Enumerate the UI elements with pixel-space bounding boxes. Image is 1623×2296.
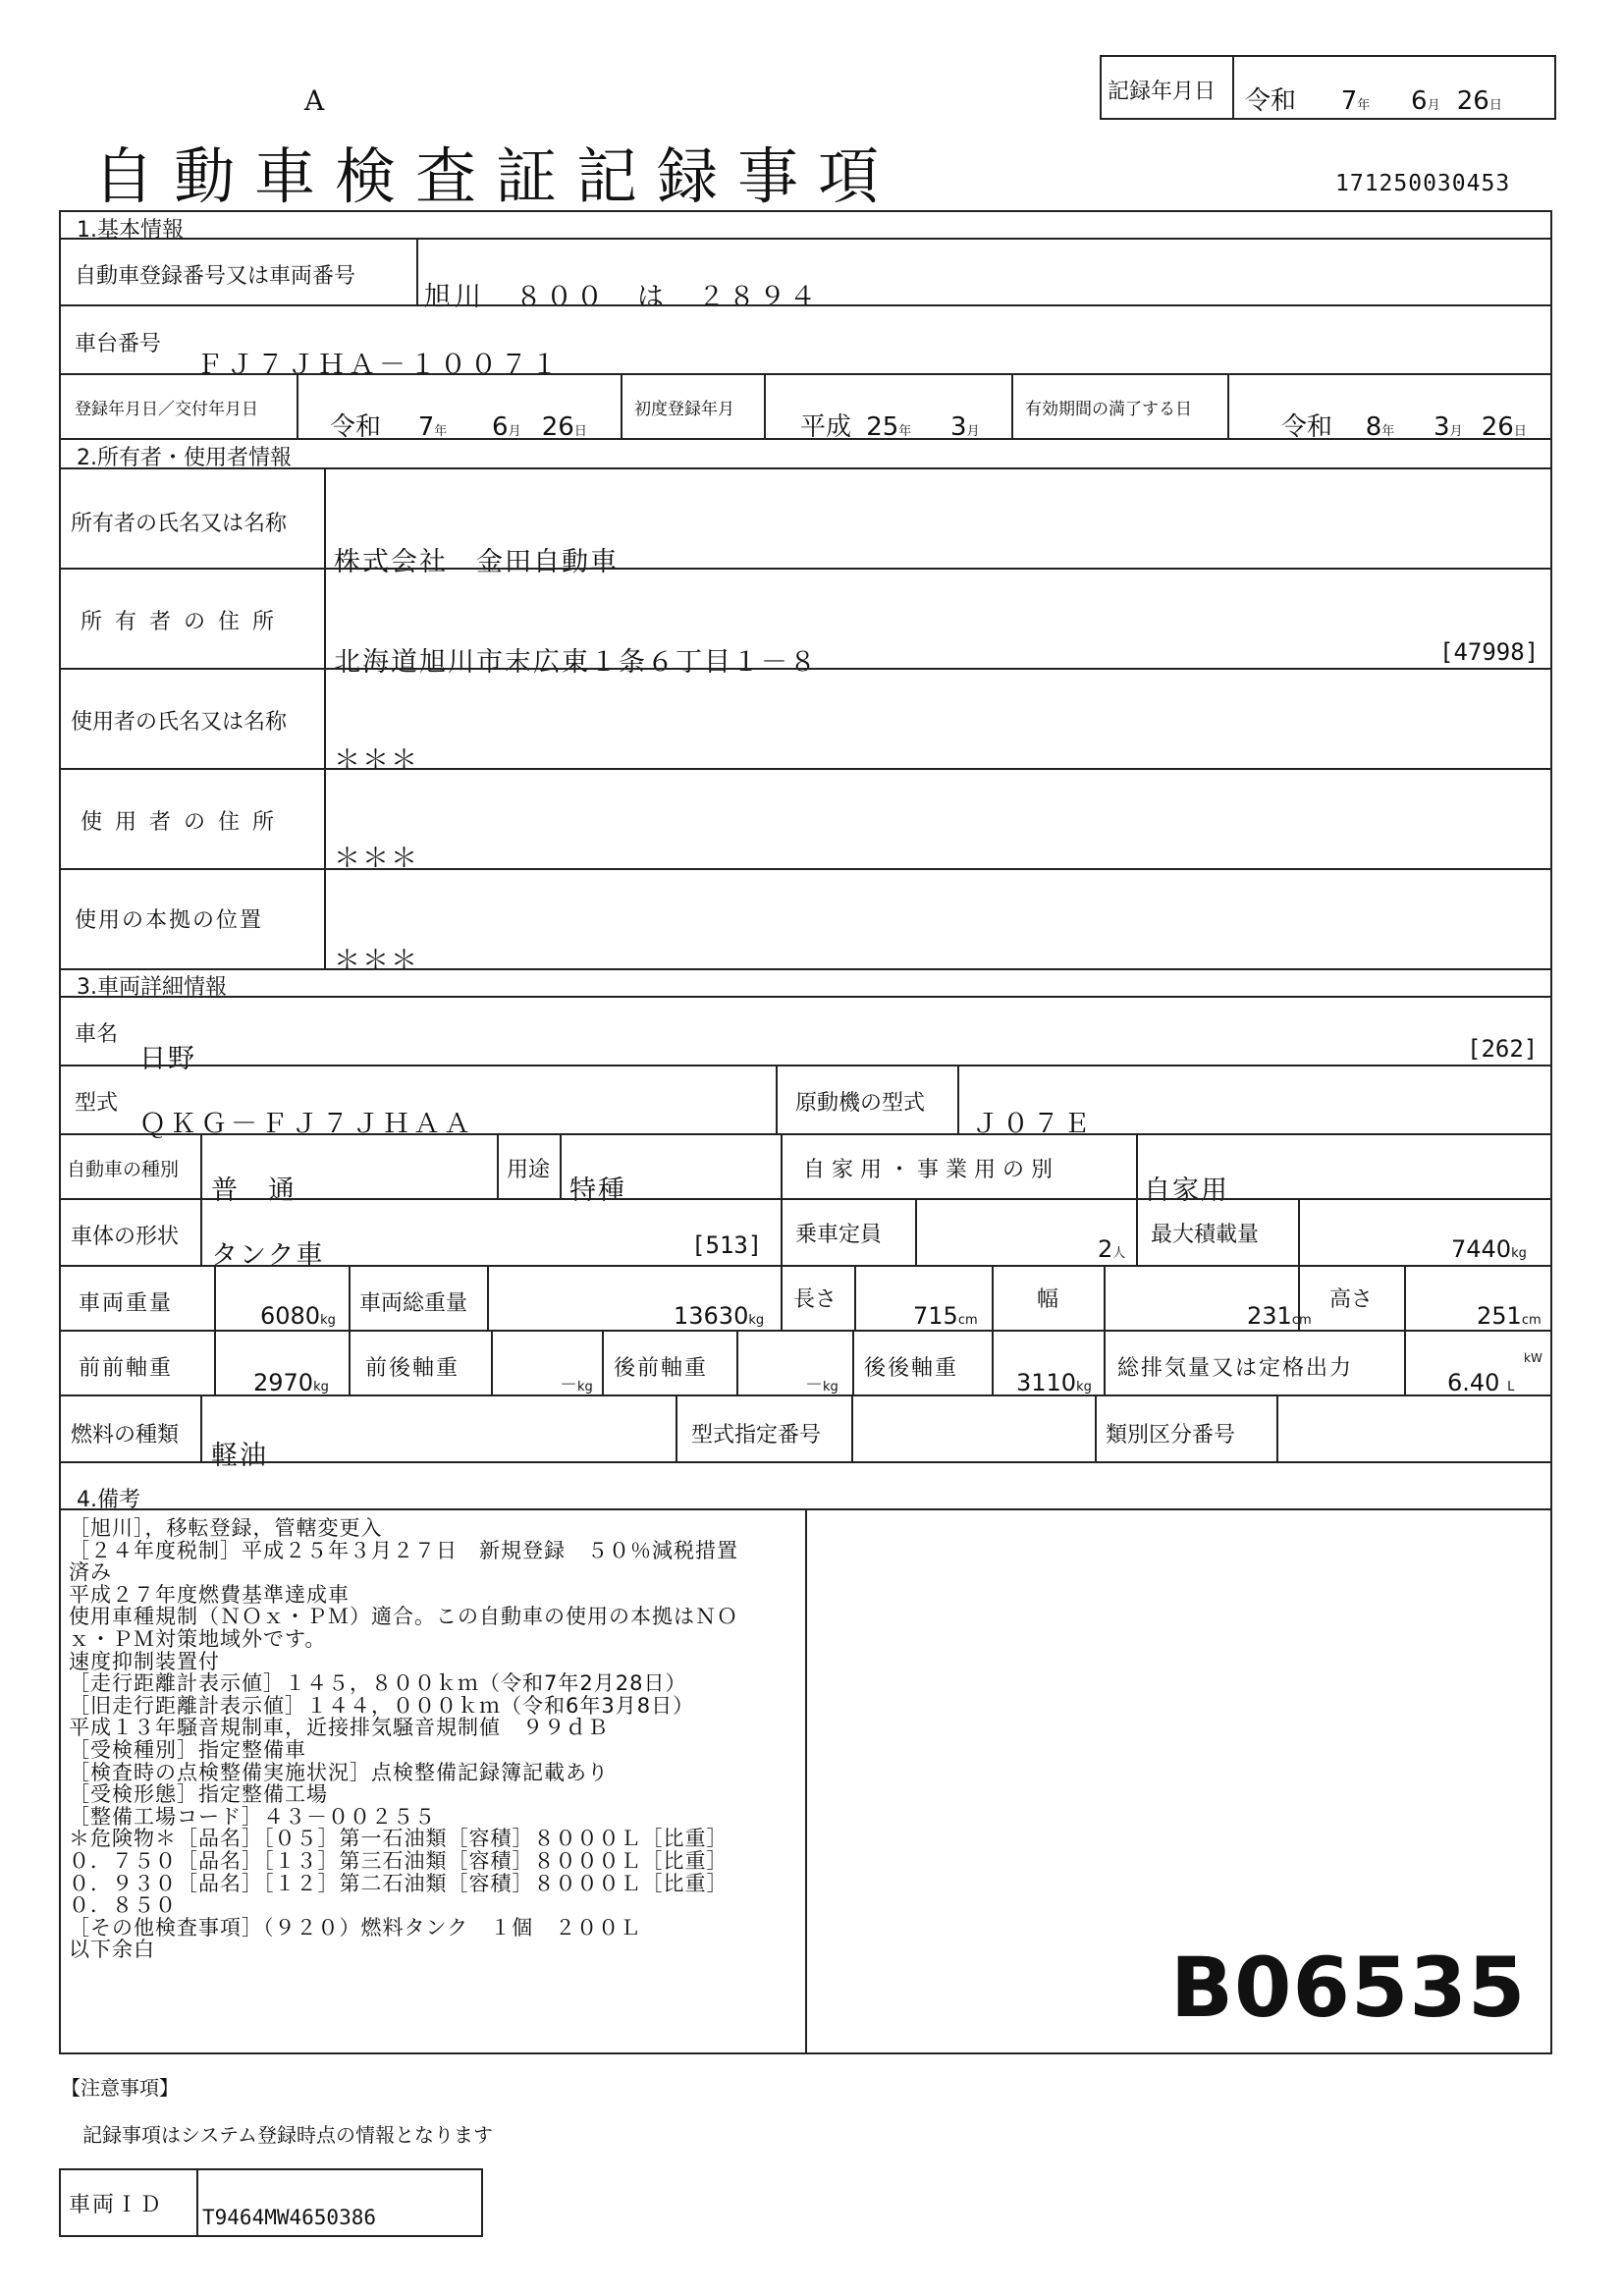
height-label: 高さ: [1329, 1287, 1374, 1312]
remarks-line: ［受検形態］指定整備工場: [69, 1782, 328, 1807]
remarks-line: 済み: [69, 1560, 112, 1585]
width-value: 231cm: [1247, 1302, 1312, 1330]
remarks-line: ０．８５０: [69, 1893, 177, 1918]
vehicle-id-value: T9464MW4650386: [202, 2206, 377, 2229]
remarks-line: ［その他検査事項］（９２０）燃料タンク １個 ２００Ｌ: [69, 1915, 642, 1940]
type-value: 普 通: [211, 1175, 297, 1206]
owner-addr-value: 北海道旭川市末広東１条６丁目１－８: [334, 647, 818, 678]
purpose-value: 自家用: [1144, 1175, 1229, 1206]
section-basic-title: 1.基本情報: [77, 218, 184, 243]
body-value: タンク車: [211, 1240, 325, 1271]
owner-name-label: 所有者の氏名又は名称: [71, 512, 288, 536]
ff-axle-value: 2970kg: [253, 1369, 329, 1396]
fuel-value: 軽油: [211, 1441, 268, 1471]
remarks-line: ［２４年度税制］平成２５年３月２７日 新規登録 ５０％減税措置: [69, 1538, 738, 1562]
doc-number: 171250030453: [1335, 171, 1511, 196]
remarks-line: ｘ・ＰＭ対策地域外です。: [69, 1626, 327, 1651]
first-reg-value: 平成 25年 3月: [800, 412, 980, 442]
car-name-code: [262]: [1467, 1035, 1539, 1063]
width-label: 幅: [1037, 1287, 1059, 1312]
remarks-line: ［整備工場コード］４３－００２５５: [69, 1804, 436, 1829]
remarks-line: 平成１３年騒音規制車，近接排気騒音規制値 ９９ｄＢ: [69, 1716, 609, 1740]
owner-addr-label: 所 有 者 の 住 所: [81, 610, 277, 634]
car-name-label: 車名: [75, 1022, 119, 1047]
body-code: [513]: [691, 1231, 763, 1259]
rf-axle-label: 後前軸重: [614, 1356, 709, 1381]
remarks-line: ［受検種別］指定整備車: [69, 1737, 306, 1762]
remarks-line: 以下余白: [69, 1938, 155, 1962]
reg-no-value: 旭川 ８００ は ２８９４: [424, 282, 820, 312]
weight-label: 車両重量: [79, 1291, 174, 1316]
page-title: 自動車検査証記録事項: [93, 140, 899, 212]
fr-axle-value: －kg: [560, 1375, 593, 1395]
model-value: ＱＫＧ－ＦＪ７ＪＨＡＡ: [139, 1109, 474, 1139]
height-value: 251cm: [1477, 1302, 1542, 1330]
kw-unit: kW: [1524, 1351, 1542, 1365]
vehicle-id-label: 車両ＩＤ: [69, 2193, 164, 2217]
remarks-line: 使用車種規制（ＮＯｘ・ＰＭ）適合。この自動車の使用の本拠はＮＯ: [69, 1605, 738, 1629]
notes-text: 記録事項はシステム登録時点の情報となります: [82, 2123, 493, 2147]
max-load-value: 7440kg: [1451, 1235, 1527, 1263]
section-vehicle-title: 3.車両詳細情報: [77, 975, 227, 1000]
remarks-line: ［旧走行距離計表示値］１４４，０００ｋｍ（令和6年3月8日）: [69, 1693, 695, 1718]
engine-value: Ｊ０７Ｅ: [972, 1109, 1094, 1139]
user-name-label: 使用者の氏名又は名称: [71, 710, 288, 735]
length-label: 長さ: [793, 1287, 838, 1312]
use-label: 用途: [507, 1158, 551, 1182]
remarks-line: ０．７５０［品名］［１３］第三石油類［容積］８０００Ｌ［比重］: [69, 1848, 729, 1873]
type-approval-label: 型式指定番号: [691, 1423, 822, 1448]
category-label: 類別区分番号: [1106, 1423, 1236, 1448]
gross-value: 13630kg: [674, 1302, 765, 1330]
reg-no-label: 自動車登録番号又は車両番号: [75, 264, 356, 289]
reg-date-label: 登録年月日／交付年月日: [75, 400, 258, 419]
gross-label: 車両総重量: [359, 1291, 468, 1316]
user-addr-label: 使 用 者 の 住 所: [81, 810, 277, 835]
remarks-line: ［旭川］，移転登録，管轄変更入: [69, 1516, 383, 1540]
section-remarks-title: 4.備考: [77, 1488, 140, 1512]
user-addr-value: ＊＊＊: [334, 844, 419, 874]
fr-axle-label: 前後軸重: [365, 1356, 460, 1381]
engine-label: 原動機の型式: [795, 1091, 926, 1116]
reg-date-value: 令和 7年 6月 26日: [330, 412, 587, 442]
expiry-value: 令和 8年 3月 26日: [1281, 412, 1527, 442]
base-value: ＊＊＊: [334, 946, 419, 976]
remarks-text: [69, 1517, 800, 1961]
user-name-value: ＊＊＊: [334, 745, 419, 776]
chassis-label: 車台番号: [75, 332, 162, 356]
displacement-label: 総排気量又は定格出力: [1117, 1356, 1354, 1381]
remarks-line: ［検査時の点検整備実施状況］点検整備記録簿記載あり: [69, 1760, 609, 1784]
capacity-label: 乗車定員: [795, 1223, 883, 1247]
remarks-line: 速度抑制装置付: [69, 1649, 220, 1673]
owner-addr-code: [47998]: [1439, 638, 1540, 666]
model-label: 型式: [75, 1091, 119, 1116]
remarks-line: ０．９３０［品名］［１２］第二石油類［容積］８０００Ｌ［比重］: [69, 1871, 729, 1895]
first-reg-label: 初度登録年月: [634, 400, 734, 419]
displacement-value: 6.40 L: [1447, 1369, 1515, 1396]
record-date-value: 令和 7年 6月 26日: [1245, 86, 1502, 116]
notes-label: 【注意事項】: [61, 2076, 179, 2100]
base-label: 使用の本拠の位置: [75, 908, 264, 933]
capacity-value: 2人: [1098, 1235, 1126, 1263]
remarks-line: 平成２７年度燃費基準達成車: [69, 1582, 350, 1607]
fuel-label: 燃料の種類: [71, 1423, 180, 1448]
use-value: 特種: [569, 1175, 626, 1206]
rf-axle-value: －kg: [805, 1375, 839, 1395]
section-owner-title: 2.所有者・使用者情報: [77, 446, 292, 470]
max-load-label: 最大積載量: [1151, 1223, 1260, 1247]
car-name-value: 日野: [139, 1044, 196, 1074]
rr-axle-value: 3110kg: [1016, 1369, 1092, 1396]
stamp-number: B06535: [1170, 1940, 1527, 2036]
length-value: 715cm: [913, 1302, 978, 1330]
remarks-line: ［走行距離計表示値］１４５，８００ｋｍ（令和7年2月28日）: [69, 1671, 687, 1696]
rr-axle-label: 後後軸重: [864, 1356, 959, 1381]
owner-name-value: 株式会社 金田自動車: [334, 547, 619, 577]
remarks-line: ＊危険物＊［品名］［０５］第一石油類［容積］８０００Ｌ［比重］: [69, 1827, 729, 1851]
type-label: 自動車の種別: [67, 1159, 180, 1180]
weight-value: 6080kg: [260, 1302, 336, 1330]
purpose-label: 自 家 用 ・ 事 業 用 の 別: [803, 1158, 1053, 1182]
body-label: 車体の形状: [71, 1225, 180, 1249]
form-mark: A: [304, 84, 325, 117]
record-date-label: 記録年月日: [1108, 80, 1217, 104]
chassis-value: ＦＪ７ＪＨＡ－１００７１: [196, 350, 562, 380]
ff-axle-label: 前前軸重: [79, 1356, 174, 1381]
expiry-label: 有効期間の満了する日: [1025, 400, 1192, 419]
